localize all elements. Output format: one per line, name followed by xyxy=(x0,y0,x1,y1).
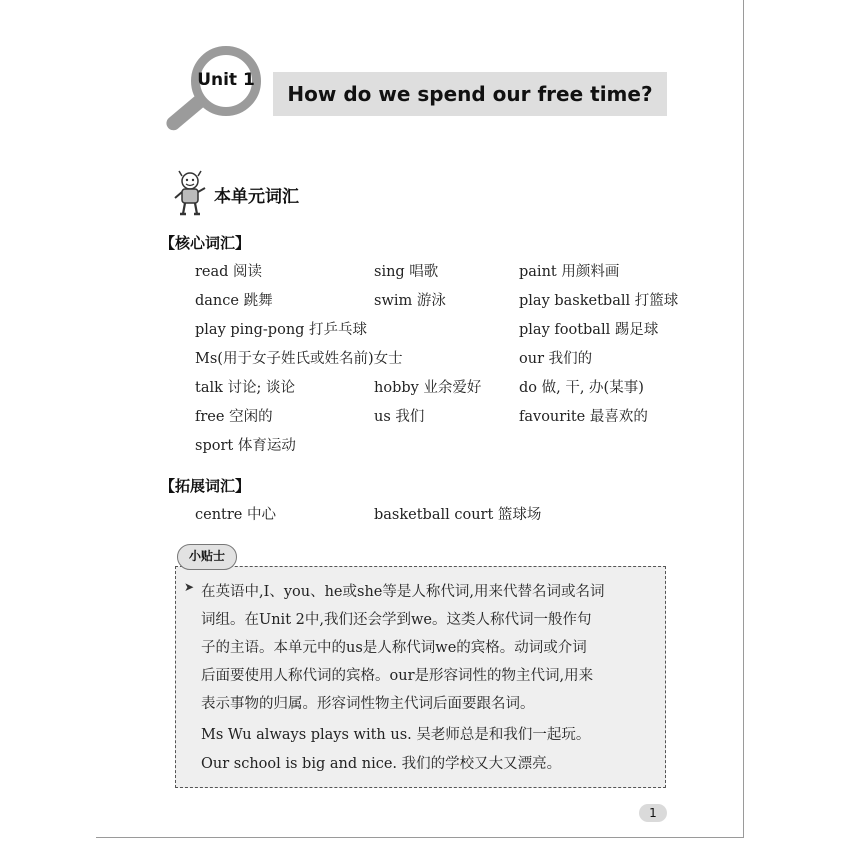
vocab-item: swim 游泳 xyxy=(374,293,446,309)
extended-vocab-heading: 【拓展词汇】 xyxy=(160,477,251,495)
vocab-item: hobby 业余爱好 xyxy=(374,380,482,396)
vocab-item: talk 讨论; 谈论 xyxy=(195,380,295,396)
vocab-item: our 我们的 xyxy=(519,351,593,367)
arrow-right-icon: ➤ xyxy=(184,580,195,594)
tip-line: 在英语中,I、you、he或she等是人称代词,用来代替名词或名词 xyxy=(201,584,605,600)
vocab-item: play ping-pong 打乒乓球 xyxy=(195,322,368,338)
tip-line: 子的主语。本单元中的us是人称代词we的宾格。动词或介词 xyxy=(201,640,587,656)
section-heading: 本单元词汇 xyxy=(214,187,299,207)
tip-line: 词组。在Unit 2中,我们还会学到we。这类人称代词一般作句 xyxy=(201,612,592,628)
page-title: How do we spend our free time? xyxy=(287,82,653,106)
tip-example: Ms Wu always plays with us. 吴老师总是和我们一起玩。 xyxy=(201,727,591,743)
vocab-item: sing 唱歌 xyxy=(374,264,439,280)
vocab-item: centre 中心 xyxy=(195,507,276,523)
mascot-icon xyxy=(172,170,208,216)
vocab-item: dance 跳舞 xyxy=(195,293,273,309)
tip-line: 表示事物的归属。形容词性物主代词后面要跟名词。 xyxy=(201,696,535,712)
vocab-item: paint 用颜料画 xyxy=(519,264,620,280)
vocab-item: us 我们 xyxy=(374,409,425,425)
vocab-item: do 做, 干, 办(某事) xyxy=(519,380,644,396)
vocab-item: read 阅读 xyxy=(195,264,263,280)
title-bar xyxy=(273,72,667,116)
tip-example: Our school is big and nice. 我们的学校又大又漂亮。 xyxy=(201,756,562,772)
tip-line: 后面要使用人称代词的宾格。our是形容词性的物主代词,用来 xyxy=(201,668,594,684)
page-number: 1 xyxy=(639,804,667,822)
vocab-item: basketball court 篮球场 xyxy=(374,507,542,523)
unit-label: Unit 1 xyxy=(197,70,255,90)
vocab-item: favourite 最喜欢的 xyxy=(519,409,648,425)
vocab-item: free 空闲的 xyxy=(195,409,273,425)
vocab-item: play basketball 打篮球 xyxy=(519,293,679,309)
tip-badge: 小贴士 xyxy=(177,544,237,570)
vocab-item: play football 踢足球 xyxy=(519,322,659,338)
core-vocab-heading: 【核心词汇】 xyxy=(160,234,251,252)
vocab-item: Ms(用于女子姓氏或姓名前)女士 xyxy=(195,351,403,367)
vocab-item: sport 体育运动 xyxy=(195,438,296,454)
